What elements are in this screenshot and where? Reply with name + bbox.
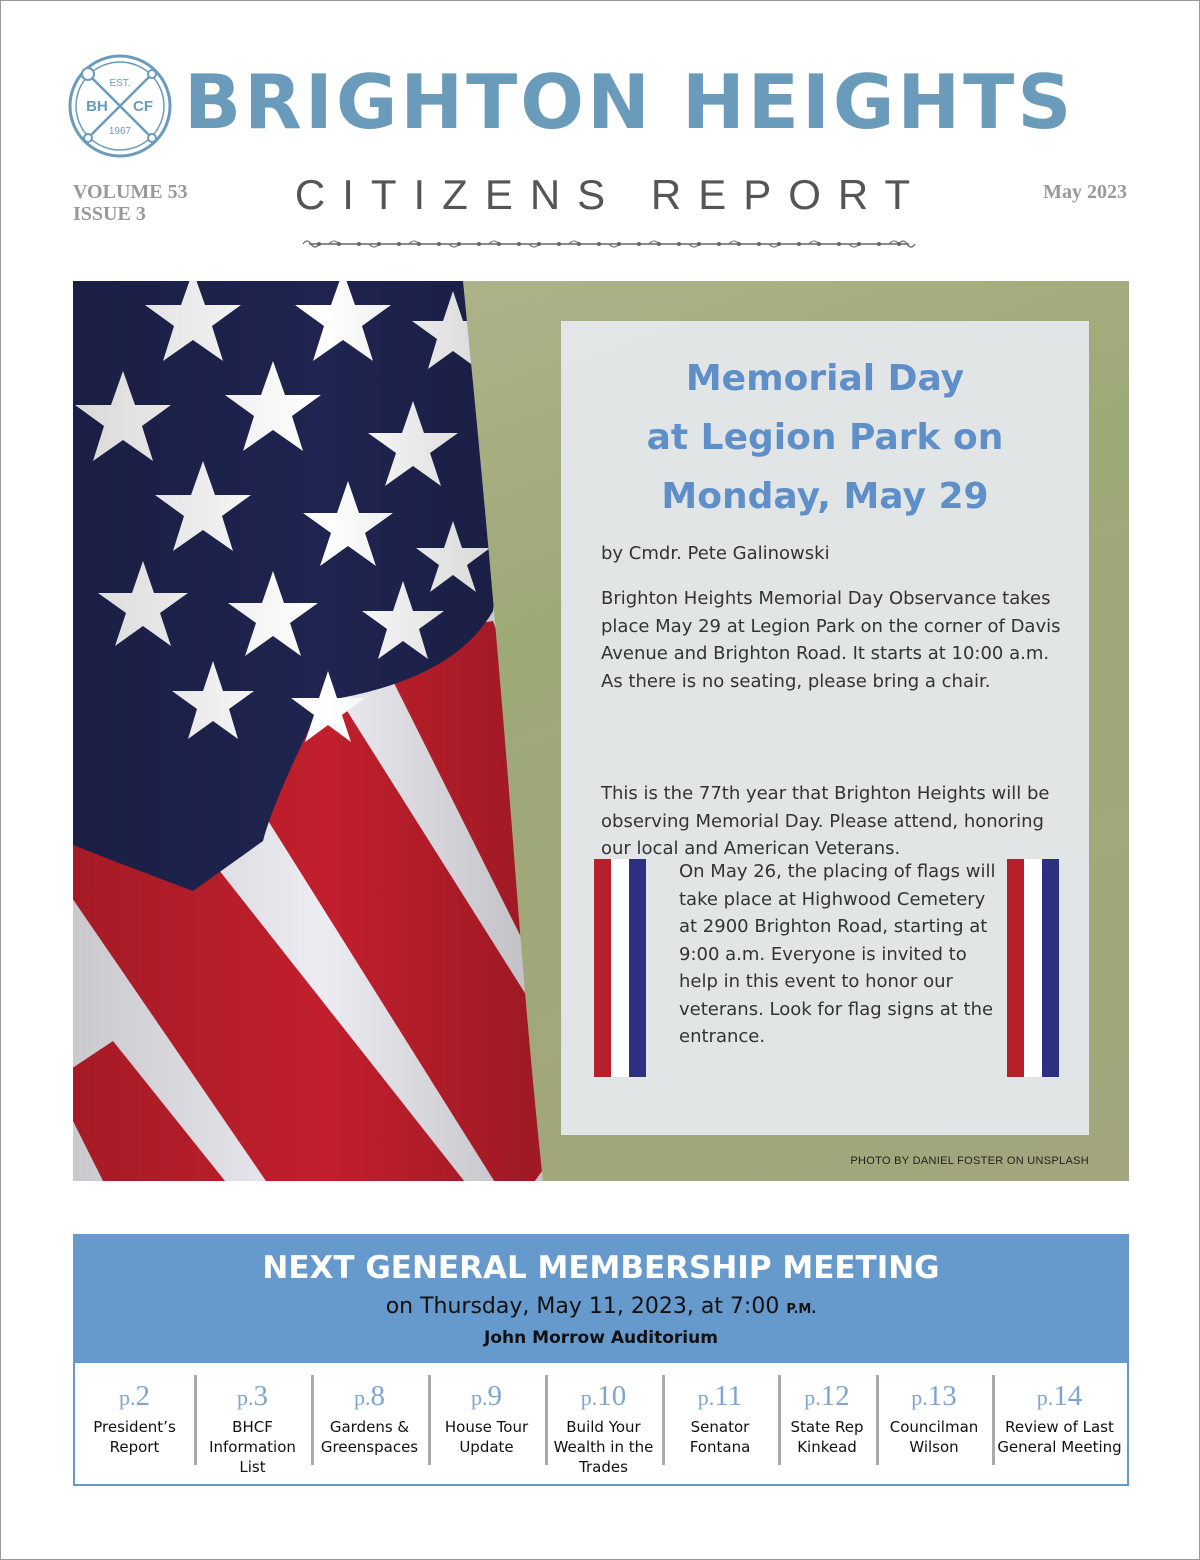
feature-byline: by Cmdr. Pete Galinowski bbox=[601, 543, 830, 564]
volume-issue bbox=[73, 181, 188, 225]
toc-label: President’s Report bbox=[93, 1418, 176, 1456]
ornament-divider bbox=[299, 235, 919, 253]
meeting-banner bbox=[73, 1234, 1129, 1486]
headline-line-1: Memorial Day bbox=[685, 358, 965, 399]
toc-item-gardens-greenspaces[interactable] bbox=[311, 1363, 428, 1484]
meeting-banner-header bbox=[75, 1236, 1127, 1363]
feature-article-card bbox=[561, 321, 1089, 1135]
toc-item-review-last-meeting[interactable] bbox=[992, 1363, 1127, 1484]
toc-page-number: p.2 bbox=[119, 1380, 150, 1412]
photo-credit: PHOTO BY DANIEL FOSTER ON UNSPLASH bbox=[850, 1155, 1089, 1167]
ribbon-stripes-left bbox=[594, 859, 646, 1077]
headline-line-2: at Legion Park on bbox=[646, 417, 1004, 458]
logo-year-text: 1967 bbox=[108, 126, 132, 137]
toc-page-number: p.13 bbox=[911, 1380, 957, 1412]
masthead-subtitle: CITIZENS REPORT bbox=[294, 171, 928, 218]
meeting-title: NEXT GENERAL MEMBERSHIP MEETING bbox=[262, 1250, 940, 1286]
toc-label: Senator Fontana bbox=[689, 1418, 751, 1456]
toc-item-bhcf-information-list[interactable] bbox=[194, 1363, 311, 1484]
meeting-datetime bbox=[75, 1294, 1127, 1319]
bhcf-logo bbox=[67, 53, 173, 159]
logo-left-text: BH bbox=[86, 98, 108, 115]
feature-headline bbox=[561, 349, 1089, 526]
logo-est-text: EST. bbox=[109, 78, 131, 89]
table-of-contents bbox=[75, 1363, 1127, 1484]
masthead-title: BRIGHTON HEIGHTS bbox=[184, 58, 1075, 146]
toc-item-councilman-wilson[interactable] bbox=[876, 1363, 992, 1484]
toc-page-number: p.9 bbox=[471, 1380, 502, 1412]
toc-item-house-tour-update[interactable] bbox=[428, 1363, 545, 1484]
toc-page-number: p.11 bbox=[697, 1380, 743, 1412]
issue-date: May 2023 bbox=[1043, 181, 1127, 203]
toc-label: House Tour Update bbox=[444, 1418, 529, 1456]
meeting-datetime-text: on Thursday, May 11, 2023, at 7:00 bbox=[385, 1294, 780, 1319]
hero-photo bbox=[73, 281, 1129, 1181]
toc-label: Councilman Wilson bbox=[889, 1418, 979, 1456]
logo-right-text: CF bbox=[133, 98, 153, 115]
feature-paragraph-3: On May 26, the placing of flags will take place at Highwood Cemetery at 2900 Brighton Road, starting at 9:00 a.m. Everyone is invited to help in this event to honor our veterans. Look for flag signs at the entrance. bbox=[679, 861, 996, 1047]
toc-item-state-rep-kinkead[interactable] bbox=[778, 1363, 876, 1484]
toc-label: Review of Last General Meeting bbox=[997, 1418, 1122, 1456]
feature-paragraph-2: This is the 77th year that Brighton Heights will be observing Memorial Day. Please attend, honoring our local and American Veterans. bbox=[601, 783, 1050, 859]
toc-label: BHCF Information List bbox=[209, 1418, 296, 1476]
feature-paragraph-1: Brighton Heights Memorial Day Observance takes place May 29 at Legion Park on the corner of Davis Avenue and Brighton Road. It starts at 10:00 a.m. As there is no seating, please bring a chair. bbox=[601, 588, 1061, 692]
toc-item-presidents-report[interactable] bbox=[75, 1363, 194, 1484]
toc-item-build-your-wealth[interactable] bbox=[545, 1363, 662, 1484]
headline-line-3: Monday, May 29 bbox=[661, 476, 989, 517]
issue-label: ISSUE 3 bbox=[73, 203, 146, 225]
toc-page-number: p.10 bbox=[580, 1380, 627, 1412]
toc-item-senator-fontana[interactable] bbox=[662, 1363, 778, 1484]
volume-label: VOLUME 53 bbox=[73, 181, 188, 203]
toc-label: State Rep Kinkead bbox=[790, 1418, 864, 1456]
toc-page-number: p.3 bbox=[237, 1380, 268, 1412]
ribbon-stripes-right bbox=[1007, 859, 1059, 1077]
toc-page-number: p.14 bbox=[1036, 1380, 1083, 1412]
meeting-time-suffix: P.M. bbox=[786, 1302, 817, 1317]
toc-page-number: p.8 bbox=[354, 1380, 385, 1412]
toc-label: Build Your Wealth in the Trades bbox=[553, 1418, 654, 1476]
meeting-location: John Morrow Auditorium bbox=[484, 1328, 718, 1348]
toc-label: Gardens & Greenspaces bbox=[320, 1418, 419, 1456]
toc-page-number: p.12 bbox=[804, 1380, 850, 1412]
